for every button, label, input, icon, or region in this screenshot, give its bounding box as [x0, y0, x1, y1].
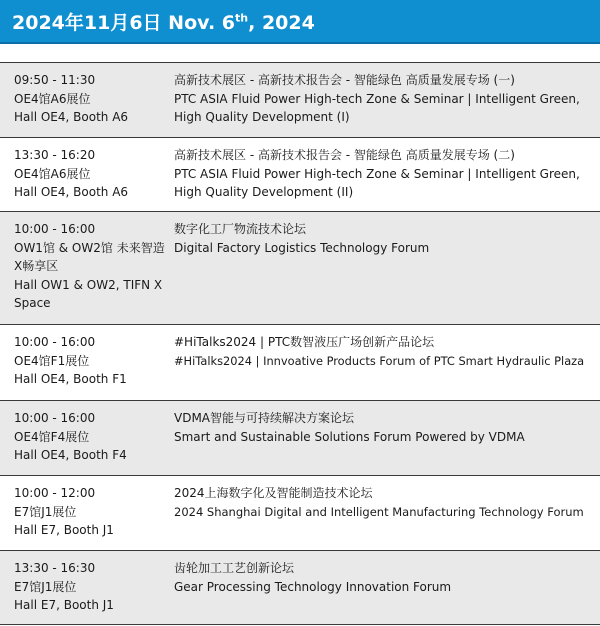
- session-venue-en: Hall OW1 & OW2, TIFN X: [14, 277, 163, 292]
- session-row: [0, 475, 600, 550]
- session-title-en-cont: High Quality Development (I): [174, 110, 350, 124]
- session-row: [0, 137, 600, 211]
- session-time-location: [0, 220, 174, 324]
- session-title: [174, 484, 600, 550]
- session-venue-cn: OW1馆 & OW2馆 未来智造: [14, 240, 165, 255]
- session-time-location: [0, 146, 174, 211]
- session-venue-en: Hall OE4, Booth A6: [14, 185, 129, 199]
- session-venue-cn-cont: X畅享区: [14, 259, 59, 273]
- title-ordinal-suffix: th: [235, 11, 249, 25]
- session-time: 10:00 - 16:00: [14, 411, 96, 425]
- header-gap: [0, 44, 600, 62]
- session-row: [0, 400, 600, 475]
- session-time: 10:00 - 12:00: [14, 486, 96, 500]
- session-title-en: #HiTalks2024 | Innvoative Products Forum of PTC Smart Hydraulic Plaza: [174, 353, 585, 368]
- session-time: 10:00 - 16:00: [14, 335, 96, 349]
- session-title: [174, 409, 600, 475]
- session-title-en: Digital Factory Logistics Technology Forum: [174, 240, 430, 255]
- schedule-header: [0, 0, 600, 44]
- session-title-cn: 高新技术展区 - 高新技术报告会 - 智能绿色 高质量发展专场 (二): [174, 148, 515, 162]
- session-title-en-cont: High Quality Development (II): [174, 185, 354, 199]
- session-title: [174, 220, 600, 324]
- session-list: [0, 62, 600, 625]
- session-venue-en: Hall E7, Booth J1: [14, 523, 114, 537]
- session-title: [174, 333, 600, 400]
- session-title-cn: #HiTalks2024 | PTC数智液压广场创新产品论坛: [174, 335, 435, 349]
- session-row: [0, 550, 600, 624]
- session-title: [174, 146, 600, 211]
- session-title-cn: 数字化工厂物流技术论坛: [174, 222, 307, 236]
- session-title-cn: 齿轮加工工艺创新论坛: [174, 561, 295, 575]
- session-time-location: [0, 333, 174, 400]
- table-bottom-border: [0, 624, 600, 625]
- session-title: [174, 71, 600, 137]
- session-venue-cn: E7馆J1展位: [14, 504, 77, 519]
- page-title: [12, 8, 315, 35]
- session-venue-en: Hall OE4, Booth A6: [14, 110, 129, 124]
- session-time-location: [0, 484, 174, 550]
- session-title-en: 2024 Shanghai Digital and Intelligent Manufacturing Technology Forum: [174, 504, 584, 519]
- session-row: [0, 62, 600, 137]
- session-time-location: [0, 71, 174, 137]
- session-title-cn: 高新技术展区 - 高新技术报告会 - 智能绿色 高质量发展专场 (一): [174, 73, 515, 87]
- session-time: 13:30 - 16:30: [14, 561, 96, 575]
- session-row: [0, 211, 600, 324]
- session-row: [0, 324, 600, 400]
- session-venue-cn: OE4馆F4展位: [14, 429, 90, 444]
- session-time: 13:30 - 16:20: [14, 148, 96, 162]
- session-title-en: Gear Processing Technology Innovation Forum: [174, 579, 452, 594]
- session-venue-en-cont: Space: [14, 296, 51, 310]
- session-time: 09:50 - 11:30: [14, 73, 96, 87]
- session-venue-cn: OE4馆A6展位: [14, 166, 91, 181]
- session-time-location: [0, 559, 174, 624]
- session-title-cn: VDMA智能与可持续解决方案论坛: [174, 411, 355, 425]
- title-date-en: Nov. 6: [168, 11, 236, 34]
- session-venue-cn: OE4馆F1展位: [14, 353, 90, 368]
- session-time: 10:00 - 16:00: [14, 222, 96, 236]
- session-venue-en: Hall OE4, Booth F4: [14, 448, 127, 462]
- session-title-en: PTC ASIA Fluid Power High-tech Zone & Seminar | Intelligent Green,: [174, 91, 580, 106]
- session-title-en: Smart and Sustainable Solutions Forum Powered by VDMA: [174, 429, 525, 444]
- session-venue-cn: E7馆J1展位: [14, 579, 77, 594]
- session-title-cn: 2024上海数字化及智能制造技术论坛: [174, 486, 373, 500]
- title-year: , 2024: [248, 11, 315, 34]
- session-title: [174, 559, 600, 624]
- session-title-en: PTC ASIA Fluid Power High-tech Zone & Seminar | Intelligent Green,: [174, 166, 580, 181]
- session-venue-en: Hall OE4, Booth F1: [14, 372, 127, 386]
- session-venue-en: Hall E7, Booth J1: [14, 598, 114, 612]
- title-date-cn: 2024年11月6日: [12, 11, 162, 34]
- session-time-location: [0, 409, 174, 475]
- session-venue-cn: OE4馆A6展位: [14, 91, 91, 106]
